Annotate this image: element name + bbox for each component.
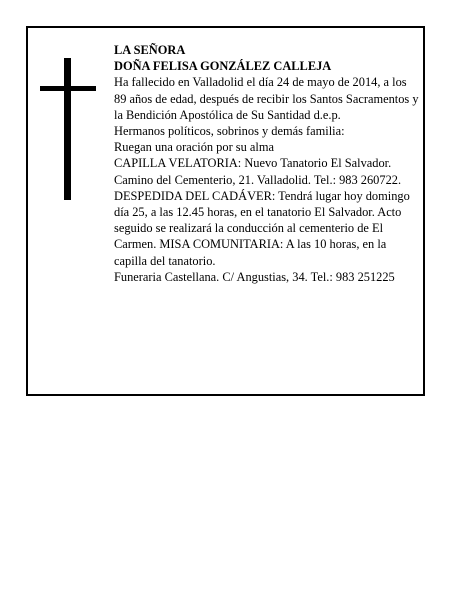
funeral-details: CAPILLA VELATORIA: Nuevo Tanatorio El Salvador. Camino del Cementerio, 21. Valladolid. Tel.: 983 260722. DESPEDIDA DEL CADÁVER: Tendrá lugar hoy domingo día 25, a las 12.45 horas, en el tanatorio El Salvador. Acto seguido se realizará la conducción al cementerio de El Carmen. MISA COMUNITARIA: A las 10 horas, en la capilla del tanatorio. bbox=[114, 156, 410, 268]
obituary-notice bbox=[26, 26, 425, 396]
deceased-title: LA SEÑORA bbox=[114, 43, 186, 57]
deceased-name: DOÑA FELISA GONZÁLEZ CALLEJA bbox=[114, 59, 332, 74]
cross-horizontal-bar bbox=[40, 86, 96, 91]
family-line: Hermanos políticos, sobrinos y demás familia: bbox=[114, 124, 345, 139]
obituary-text bbox=[114, 42, 421, 285]
prayer-request: Ruegan una oración por su alma bbox=[114, 140, 274, 155]
funeral-home-info: Funeraria Castellana. C/ Angustias, 34. Tel.: 983 251225 bbox=[114, 269, 395, 284]
latin-cross-icon bbox=[40, 58, 96, 200]
cross-vertical-bar bbox=[64, 58, 71, 200]
death-announcement: Ha fallecido en Valladolid el día 24 de mayo de 2014, a los 89 años de edad, después de recibir los Santos Sacramentos y la Bendición Apostólica de Su Santidad d.e.p. bbox=[114, 75, 419, 122]
